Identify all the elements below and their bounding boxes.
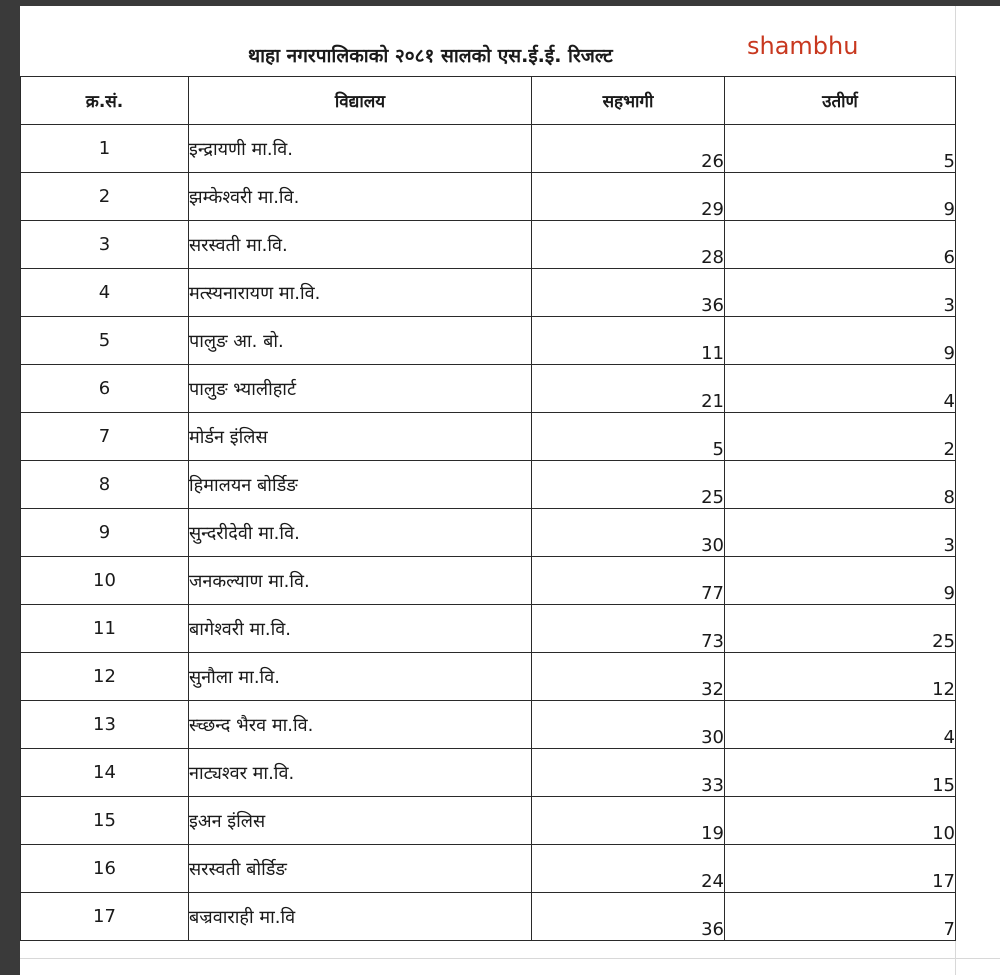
cell-participants[interactable]: 11	[532, 317, 725, 365]
cell-participants[interactable]: 21	[532, 365, 725, 413]
cell-participants[interactable]: 30	[532, 701, 725, 749]
cell-passed[interactable]: 5	[725, 125, 956, 173]
table-row	[21, 173, 956, 221]
cell-participants[interactable]: 26	[532, 125, 725, 173]
cell-passed[interactable]: 10	[725, 797, 956, 845]
cell-serial[interactable]: 17	[21, 893, 189, 941]
cell-participants[interactable]: 19	[532, 797, 725, 845]
table-row	[21, 749, 956, 797]
cell-passed[interactable]: 12	[725, 653, 956, 701]
table-row	[21, 509, 956, 557]
cell-participants[interactable]: 24	[532, 845, 725, 893]
cell-participants[interactable]: 28	[532, 221, 725, 269]
gridline	[20, 958, 1000, 959]
signature-text: shambhu	[747, 32, 859, 60]
cell-participants[interactable]: 36	[532, 893, 725, 941]
cell-school[interactable]: सरस्वती बोर्डिङ	[189, 845, 532, 893]
cell-school[interactable]: जनकल्याण मा.वि.	[189, 557, 532, 605]
cell-passed[interactable]: 4	[725, 701, 956, 749]
cell-participants[interactable]: 30	[532, 509, 725, 557]
cell-school[interactable]: बज्रवाराही मा.वि	[189, 893, 532, 941]
cell-passed[interactable]: 8	[725, 461, 956, 509]
cell-passed[interactable]: 9	[725, 317, 956, 365]
cell-participants[interactable]: 5	[532, 413, 725, 461]
cell-serial[interactable]: 10	[21, 557, 189, 605]
cell-serial[interactable]: 13	[21, 701, 189, 749]
cell-school[interactable]: इअन इंलिस	[189, 797, 532, 845]
cell-participants[interactable]: 25	[532, 461, 725, 509]
header-row	[21, 77, 956, 125]
cell-serial[interactable]: 12	[21, 653, 189, 701]
cell-participants[interactable]: 32	[532, 653, 725, 701]
cell-participants[interactable]: 73	[532, 605, 725, 653]
cell-passed[interactable]: 3	[725, 509, 956, 557]
table-row	[21, 845, 956, 893]
cell-serial[interactable]: 3	[21, 221, 189, 269]
sheet-title: थाहा नगरपालिकाको २०८१ सालको एस.ई.ई. रिजल्ट	[248, 45, 613, 67]
header-participants[interactable]: सहभागी	[532, 77, 725, 125]
cell-school[interactable]: मत्स्यनारायण मा.वि.	[189, 269, 532, 317]
table-row	[21, 605, 956, 653]
cell-serial[interactable]: 4	[21, 269, 189, 317]
cell-school[interactable]: पालुङ आ. बो.	[189, 317, 532, 365]
cell-serial[interactable]: 7	[21, 413, 189, 461]
cell-serial[interactable]: 1	[21, 125, 189, 173]
cell-participants[interactable]: 36	[532, 269, 725, 317]
title-row	[20, 6, 955, 76]
table-row	[21, 653, 956, 701]
results-table	[20, 76, 956, 941]
cell-serial[interactable]: 11	[21, 605, 189, 653]
cell-school[interactable]: नाट्यश्वर मा.वि.	[189, 749, 532, 797]
cell-passed[interactable]: 9	[725, 557, 956, 605]
header-passed[interactable]: उतीर्ण	[725, 77, 956, 125]
table-row	[21, 413, 956, 461]
cell-school[interactable]: इन्द्रायणी मा.वि.	[189, 125, 532, 173]
table-row	[21, 557, 956, 605]
header-school[interactable]: विद्यालय	[189, 77, 532, 125]
cell-serial[interactable]: 5	[21, 317, 189, 365]
table-row	[21, 317, 956, 365]
cell-serial[interactable]: 15	[21, 797, 189, 845]
cell-serial[interactable]: 9	[21, 509, 189, 557]
table-body	[21, 125, 956, 941]
cell-passed[interactable]: 9	[725, 173, 956, 221]
cell-school[interactable]: सुनौला मा.वि.	[189, 653, 532, 701]
cell-participants[interactable]: 29	[532, 173, 725, 221]
cell-passed[interactable]: 15	[725, 749, 956, 797]
header-serial[interactable]: क्र.सं.	[21, 77, 189, 125]
cell-school[interactable]: स्च्छन्द भैरव मा.वि.	[189, 701, 532, 749]
cell-school[interactable]: झम्केश्वरी मा.वि.	[189, 173, 532, 221]
cell-school[interactable]: सरस्वती मा.वि.	[189, 221, 532, 269]
cell-serial[interactable]: 2	[21, 173, 189, 221]
table-row	[21, 221, 956, 269]
window-left-border	[0, 0, 20, 975]
cell-passed[interactable]: 4	[725, 365, 956, 413]
cell-school[interactable]: पालुङ भ्यालीहार्ट	[189, 365, 532, 413]
table-row	[21, 893, 956, 941]
cell-passed[interactable]: 17	[725, 845, 956, 893]
cell-passed[interactable]: 6	[725, 221, 956, 269]
cell-school[interactable]: सुन्दरीदेवी मा.वि.	[189, 509, 532, 557]
cell-participants[interactable]: 77	[532, 557, 725, 605]
cell-participants[interactable]: 33	[532, 749, 725, 797]
table-row	[21, 461, 956, 509]
cell-school[interactable]: बागेश्वरी मा.वि.	[189, 605, 532, 653]
cell-serial[interactable]: 6	[21, 365, 189, 413]
table-row	[21, 797, 956, 845]
table-row	[21, 269, 956, 317]
cell-serial[interactable]: 14	[21, 749, 189, 797]
table-row	[21, 365, 956, 413]
cell-passed[interactable]: 7	[725, 893, 956, 941]
cell-passed[interactable]: 2	[725, 413, 956, 461]
cell-passed[interactable]: 25	[725, 605, 956, 653]
cell-serial[interactable]: 8	[21, 461, 189, 509]
cell-school[interactable]: हिमालयन बोर्डिङ	[189, 461, 532, 509]
cell-school[interactable]: मोर्डन इंलिस	[189, 413, 532, 461]
cell-serial[interactable]: 16	[21, 845, 189, 893]
table-row	[21, 125, 956, 173]
table-row	[21, 701, 956, 749]
cell-passed[interactable]: 3	[725, 269, 956, 317]
